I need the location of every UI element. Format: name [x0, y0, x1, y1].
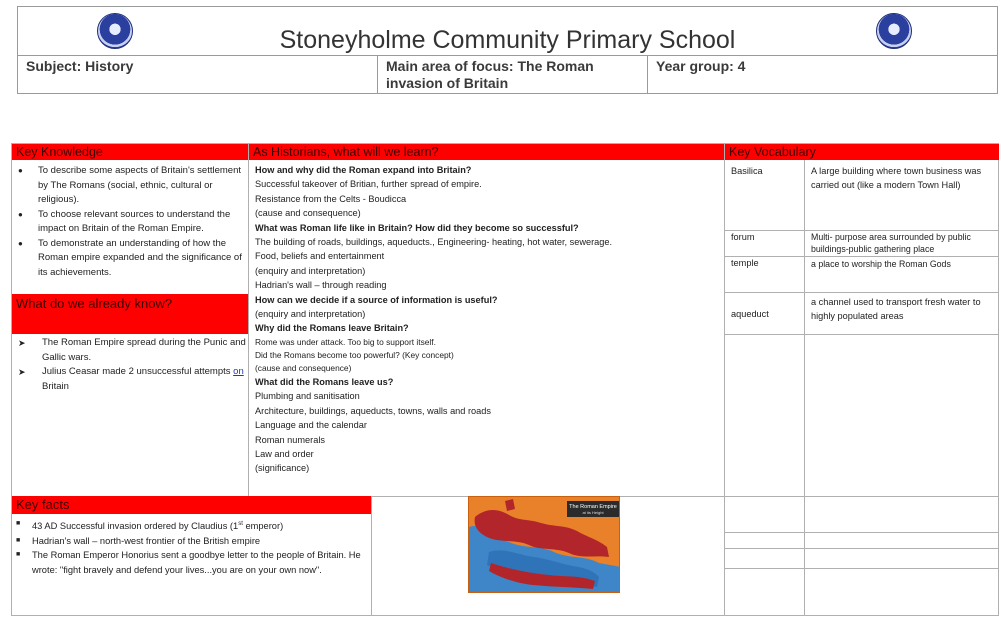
list-item: ■ The Roman Emperor Honorius sent a goodbye letter to the people of Britain. He wrote: "fight bravely and defend your lives...you are on your own now". [16, 550, 361, 575]
on-link[interactable]: on [233, 366, 244, 377]
learn-line: (cause and consequence) [255, 208, 361, 219]
divider [724, 334, 999, 335]
year-group-cell: Year group: 4 [656, 58, 746, 74]
map-title: The Roman Empire [569, 504, 617, 510]
map-subtitle: at its Height [582, 510, 604, 515]
divider [724, 568, 999, 569]
learn-line: Hadrian's wall – through reading [255, 280, 387, 291]
learn-line: Roman numerals [255, 434, 325, 445]
list-item: ● To demonstrate an understanding of how the Roman empire expanded and the significance of its achievements. [18, 237, 242, 278]
divider [724, 144, 725, 616]
key-knowledge-heading: Key Knowledge [12, 144, 248, 160]
question-heading: What was Roman life like in Britain? How did they become so successful? [255, 222, 579, 233]
learn-content [255, 163, 721, 476]
focus-cell: Main area of focus: The Roman invasion of Britain [378, 56, 648, 93]
vocab-word-temple: temple [731, 258, 759, 268]
learn-line: (cause and consequence) [255, 362, 352, 373]
list-item: ➤ Julius Ceasar made 2 unsuccessful attempts on Britain [18, 366, 244, 392]
arrow-bullet-icon: ➤ [18, 338, 26, 348]
map-graphic [469, 497, 620, 593]
vocab-def-temple: a place to worship the Roman Gods [811, 259, 951, 269]
question-heading: How and why did the Roman expand into Britain? [255, 165, 472, 175]
learn-line: Architecture, buildings, aqueducts, towns, walls and roads [255, 405, 491, 416]
vocab-def-forum: Multi- purpose area surrounded by public buildings-public gathering place [811, 232, 971, 254]
learn-line: Rome was under attack. Too big to support itself. [255, 336, 436, 347]
divider [724, 496, 999, 497]
bullet-icon: ■ [16, 536, 21, 544]
key-knowledge-list [12, 164, 246, 280]
subject-cell: Subject: History [18, 56, 378, 93]
learn-line: Resistance from the Celts - Boudicca [255, 193, 407, 204]
list-item: ● To choose relevant sources to understand the impact on Britain of the Roman Empire. [18, 208, 231, 234]
vocab-def-aqueduct: a channel used to transport fresh water to highly populated areas [811, 297, 981, 321]
school-name: Stoneyholme Community Primary School [279, 26, 736, 54]
bullet-icon: ● [18, 209, 23, 219]
divider [724, 548, 999, 549]
bullet-icon: ■ [16, 551, 21, 559]
vocab-def-basilica: A large building where town business was carried out (like a modern Town Hall) [811, 166, 982, 190]
list-item: ■ Hadrian's wall – north-west frontier of the British empire [12, 534, 370, 549]
key-vocabulary-heading: Key Vocabulary [725, 144, 999, 160]
question-heading: What did the Romans leave us? [255, 376, 394, 387]
learn-line: Did the Romans become too powerful? (Key concept) [255, 349, 454, 360]
list-item: ● To describe some aspects of Britain's settlement by The Romans (social, ethnic, cultural or religious). [18, 165, 241, 205]
header-info-row [17, 55, 998, 94]
already-know-heading: What do we already know? [12, 294, 248, 334]
question-heading: How can we decide if a source of information is useful? [255, 294, 498, 305]
learn-line: (enquiry and interpretation) [255, 265, 366, 276]
vocab-word-forum: forum [731, 232, 755, 242]
learn-line: Food, beliefs and entertainment [255, 251, 385, 262]
learn-line: The building of roads, buildings, aqueducts., Engineering- heating, hot water, sewerage. [255, 237, 613, 248]
question-heading: Why did the Romans leave Britain? [255, 323, 409, 334]
bullet-icon: ● [18, 166, 23, 175]
learn-line: (significance) [255, 463, 310, 474]
vocab-word-basilica: Basilica [731, 166, 763, 176]
learn-line: (enquiry and interpretation) [255, 309, 366, 320]
bullet-icon: ● [18, 238, 23, 248]
learn-line: Successful takeover of Britian, further spread of empire. [255, 179, 482, 190]
divider [248, 144, 249, 496]
bullet-icon: ■ [16, 520, 21, 527]
divider [724, 292, 999, 293]
learn-line: Language and the calendar [255, 420, 367, 431]
list-item: ■ 43 AD Successful invasion ordered by Claudius (1st emperor) [12, 517, 370, 534]
roman-empire-map [468, 496, 620, 593]
list-item: ➤ The Roman Empire spread during the Punic and Gallic wars. [18, 337, 246, 363]
already-know-list [12, 336, 246, 394]
key-facts-heading: Key facts [12, 496, 371, 514]
arrow-bullet-icon: ➤ [18, 367, 26, 377]
divider [371, 496, 372, 616]
vocab-word-aqueduct: aqueduct [731, 309, 769, 319]
learn-heading: As Historians, what will we learn? [249, 144, 724, 160]
learn-line: Plumbing and sanitisation [255, 391, 360, 402]
learn-line: Law and order [255, 448, 314, 459]
divider [724, 532, 999, 533]
key-facts-list [12, 517, 370, 577]
